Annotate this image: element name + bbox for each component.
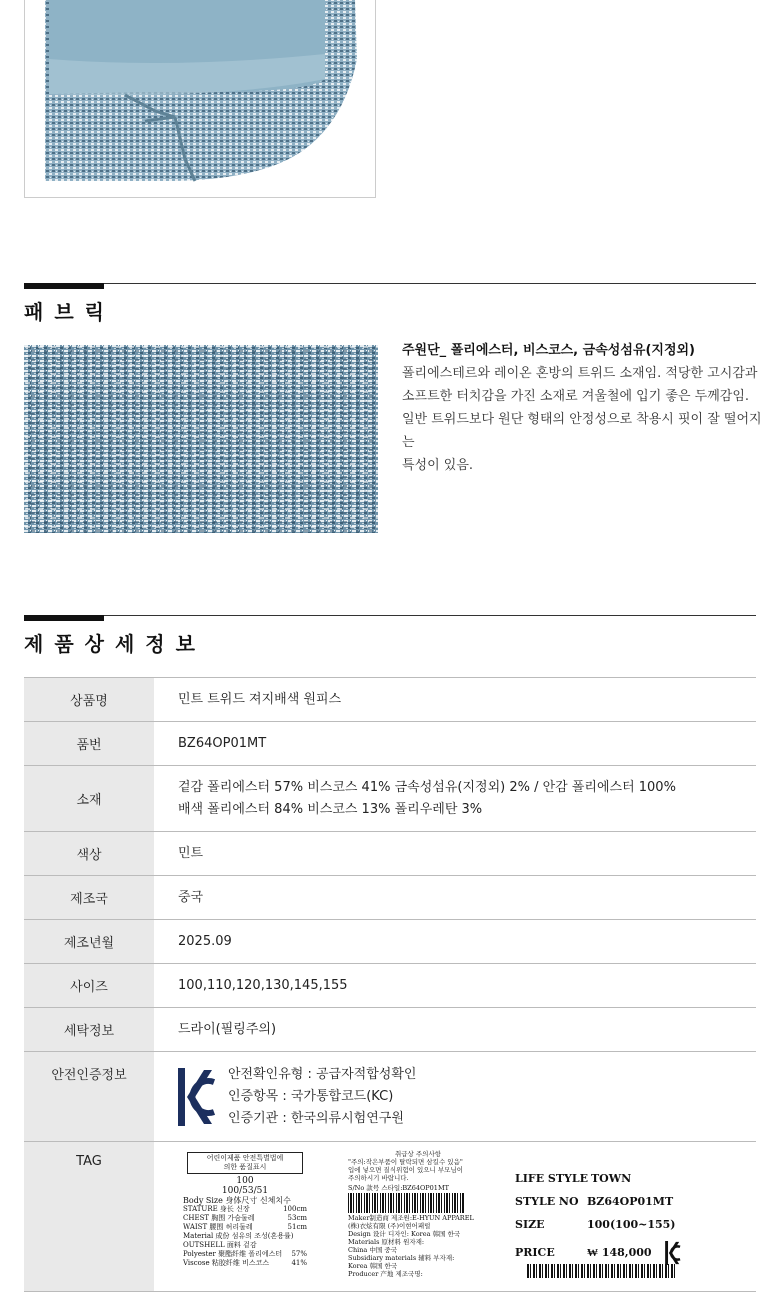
table-row (24, 832, 756, 876)
tag-text: 100(100~155) (587, 1218, 676, 1231)
row-value: 민트 트위드 져지배색 원피스 (154, 678, 756, 722)
tag-text: Material 成份 섬유의 조성(혼용률) (183, 1232, 294, 1240)
row-label: 사이즈 (24, 964, 154, 1008)
tag-text: Subsidiary materials 辅料 부자재: (348, 1254, 455, 1262)
tag-text: (株)衣炫有限 (주)이현어패럴 (348, 1222, 431, 1230)
tag-card-caution (348, 1150, 488, 1278)
fabric-desc-line: 폴리에스테르와 레이온 혼방의 트위드 소재임. 적당한 고시감과 (402, 366, 758, 381)
fabric-desc-line: 특성이 있음. (402, 458, 474, 473)
row-value: BZ64OP01MT (154, 722, 756, 766)
tag-text: 어린이제품 안전특별법에 (206, 1154, 284, 1162)
fabric-section-title: 패브릭 (24, 300, 115, 324)
tag-text: WAIST 腰围 허리둘레 (183, 1223, 253, 1231)
section-divider (24, 615, 756, 616)
table-row (24, 876, 756, 920)
table-row (24, 1052, 756, 1142)
safety-line: 인증항목 : 국가통합코드(KC) (228, 1088, 394, 1104)
table-row (24, 678, 756, 722)
tag-text: 53cm (287, 1214, 307, 1222)
table-row (24, 920, 756, 964)
row-value: 민트 (154, 832, 756, 876)
tag-text: Body Size 身体尺寸 신체치수 (183, 1196, 291, 1205)
table-row (24, 766, 756, 832)
tag-text: S/No 款号 스타일:BZ64OP01MT (348, 1184, 449, 1192)
fabric-swatch-image (24, 345, 378, 533)
tag-text: Polyester 聚酯纤维 폴리에스터 (183, 1250, 283, 1258)
tag-text: PRICE (515, 1246, 555, 1259)
tag-text: Design 设计 디자인: Korea 韩国 한국 (348, 1230, 461, 1238)
product-photo (24, 0, 376, 198)
row-label: 제조국 (24, 876, 154, 920)
tag-text: Maker制造商 제조원:E-HYUN APPAREL (348, 1214, 474, 1222)
fabric-description (402, 339, 762, 477)
row-label: TAG (24, 1142, 154, 1292)
details-section-title: 제품상세정보 (24, 632, 206, 656)
barcode-icon (348, 1193, 464, 1213)
tag-text: 주의하시기 바랍니다. (348, 1174, 409, 1182)
fabric-desc-line: 소프트한 터치감을 가진 소재로 겨울철에 입기 좋은 두께감임. (402, 389, 750, 404)
tag-text: STYLE NO (515, 1195, 579, 1208)
kc-mark-icon (664, 1241, 682, 1265)
row-label: 소재 (24, 766, 154, 832)
tag-text: 취급상 주의사항 (394, 1150, 442, 1158)
tag-text: LIFE STYLE (515, 1172, 589, 1185)
tag-text: ₩ 148,000 (587, 1246, 652, 1259)
material-line: 겉감 폴리에스터 57% 비스코스 41% 금속성섬유(지정외) 2% / 안감 폴리에스터 100% (178, 779, 676, 795)
tag-text: 100/53/51 (221, 1186, 269, 1196)
fabric-composition: 주원단_ 폴리에스터, 비스코스, 금속성섬유(지정외) (402, 343, 695, 358)
tag-text: 41% (291, 1259, 307, 1267)
table-row (24, 1008, 756, 1052)
barcode-icon (527, 1264, 677, 1278)
kc-mark-icon (178, 1068, 216, 1126)
row-value: 2025.09 (154, 920, 756, 964)
tag-text: CHEST 胸围 가슴둘레 (183, 1214, 255, 1222)
section-divider-accent (24, 283, 104, 289)
row-label: 상품명 (24, 678, 154, 722)
tag-text: Producer 产地 제조국명: (348, 1270, 423, 1278)
tag-text: "주의:작은부품이 탈락되면 삼킬수 있음" (348, 1158, 463, 1166)
tag-text: 57% (291, 1250, 307, 1258)
material-line: 배색 폴리에스터 84% 비스코스 13% 폴리우레탄 3% (178, 801, 483, 817)
row-value: 100,110,120,130,145,155 (154, 964, 756, 1008)
row-value: 드라이(필링주의) (154, 1008, 756, 1052)
tag-text: China 中国 중국 (348, 1246, 397, 1254)
tag-text: TOWN (591, 1172, 632, 1185)
row-value (154, 766, 756, 832)
row-label: 제조년월 (24, 920, 154, 964)
row-label: 안전인증정보 (24, 1052, 154, 1142)
tag-text: 의한 품질표시 (223, 1163, 267, 1171)
safety-line: 안전확인유형 : 공급자적합성확인 (228, 1066, 417, 1082)
safety-line: 인증기관 : 한국의류시험연구원 (228, 1110, 404, 1126)
tag-text: 51cm (287, 1223, 307, 1231)
row-value: 중국 (154, 876, 756, 920)
table-row (24, 722, 756, 766)
tag-text: OUTSHELL 面料 겉감 (183, 1241, 257, 1249)
tag-card-quality (183, 1152, 323, 1268)
row-label: 품번 (24, 722, 154, 766)
tag-text: Materials 原材料 원자재: (348, 1238, 425, 1246)
tag-text: 100cm (283, 1205, 307, 1213)
table-row (24, 964, 756, 1008)
section-divider (24, 283, 756, 284)
row-value (154, 1052, 756, 1142)
tag-text: Korea 韩国 한국 (348, 1262, 398, 1270)
row-label: 세탁정보 (24, 1008, 154, 1052)
tag-text: SIZE (515, 1218, 545, 1231)
tag-text: BZ64OP01MT (587, 1195, 674, 1208)
tag-text: 100 (236, 1176, 254, 1186)
fabric-desc-line: 일반 트위드보다 원단 형태의 안정성으로 착용시 핏이 잘 떨어지는 (402, 412, 762, 450)
tag-text: 입에 넣으면 질식위험이 있으니 부모님이 (348, 1166, 464, 1174)
row-label: 색상 (24, 832, 154, 876)
section-divider-accent (24, 615, 104, 621)
tag-text: Viscose 粘胶纤维 비스코스 (183, 1259, 270, 1267)
tag-card-price (515, 1172, 685, 1278)
tag-text: STATURE 身长 신장 (183, 1205, 250, 1213)
